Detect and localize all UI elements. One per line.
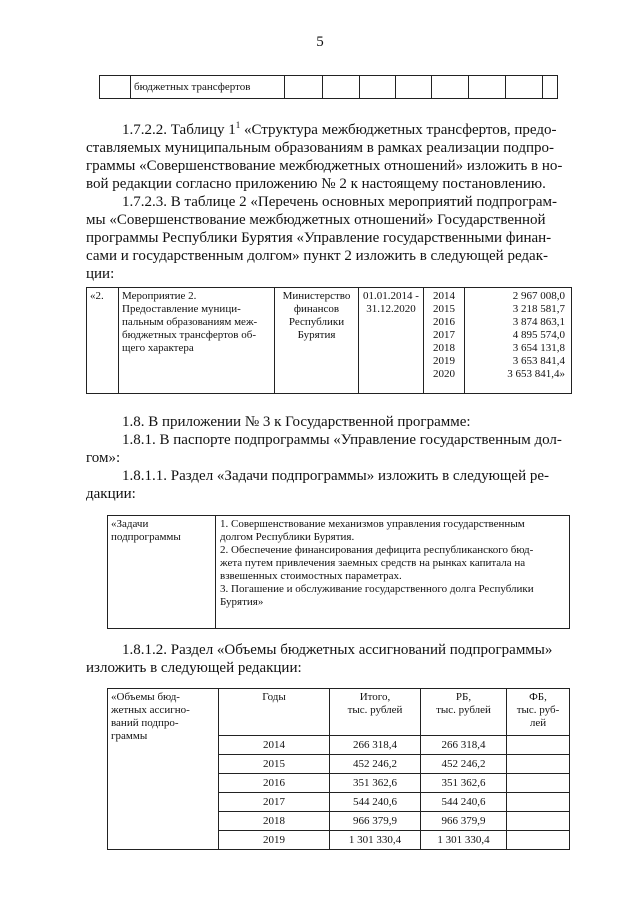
tasks-table	[107, 515, 570, 629]
measure-name: Мероприятие 2. Предоставление муници- пальным образованиям меж- бюджетных трансфертов об- щего характера	[119, 288, 275, 394]
table-row: 2014 266 318,4 266 318,4	[108, 736, 570, 755]
top-table-fragment	[99, 75, 558, 99]
paragraph-1-8-1: 1.8.1. В паспорте подпрограммы «Управление государственным дол- гом»:	[86, 432, 562, 466]
paragraph-1-7-2-3: 1.7.2.3. В таблице 2 «Перечень основных мероприятий подпрограм- мы «Совершенствование межбюджетных отношений» Государственной программы Республики Бурятия «Управление государственными финан- сами и государственным долгом» пункт 2 изложить в следующей редак- ции:	[86, 194, 557, 282]
table-row: 2016 351 362,6 351 362,6	[108, 774, 570, 793]
budget-label: «Объемы бюд- жетных ассигно- ваний подпро- граммы	[108, 689, 219, 850]
table-row: 2015 452 246,2 452 246,2	[108, 755, 570, 774]
tasks-content: 1. Совершенствование механизмов управления государственным долгом Республики Бурятия. 2. Обеспечение финансирования дефицита республиканского бюд- жета путем привлечения заемных средств на рынках капитала на взвешенных стоимостных параметрах. 3. Погашение и обслуживание государственного долга Республики Бурятия»	[216, 516, 570, 629]
measure-years: 2014 2015 2016 2017 2018 2019 2020	[424, 288, 465, 394]
paragraph-1-8: 1.8. В приложении № 3 к Государственной программе:	[122, 414, 471, 430]
measure-number: «2.	[87, 288, 119, 394]
paragraph-1-8-1-2: 1.8.1.2. Раздел «Объемы бюджетных ассигнований подпрограммы» изложить в следующей редакции:	[86, 642, 553, 676]
table-row: 2018 966 379,9 966 379,9	[108, 812, 570, 831]
tasks-label: «Задачи подпрограммы	[108, 516, 216, 629]
budget-table	[107, 688, 570, 850]
paragraph-1-7-2-2: 1.7.2.2. Таблицу $1^1$ «Структура межбюджетных трансфертов, предо- ставляемых муниципальным образованиям в рамках реализации подпро- граммы «Совершенствование межбюджетных отношений» изложить в но- вой редакции согласно приложению № 2 к настоящему постановлению.	[86, 120, 563, 192]
page-number: 5	[316, 34, 324, 50]
measure-amounts: 2 967 008,0 3 218 581,7 3 874 863,1 4 895 574,0 3 654 131,8 3 653 841,4 3 653 841,4»	[465, 288, 572, 394]
paragraph-1-8-1-1: 1.8.1.1. Раздел «Задачи подпрограммы» изложить в следующей ре- дакции:	[86, 468, 550, 502]
measure-period: 01.01.2014 - 31.12.2020	[359, 288, 424, 394]
measure-executor: Министерство финансов Республики Бурятия	[275, 288, 359, 394]
table-row: 2017 544 240,6 544 240,6	[108, 793, 570, 812]
header-fb: ФБ, тыс. руб- лей	[507, 689, 570, 736]
header-years: Годы	[219, 689, 330, 736]
table-cell: бюджетных трансфертов	[131, 76, 285, 99]
measures-table	[86, 287, 572, 394]
header-rb: РБ, тыс. рублей	[421, 689, 507, 736]
header-total: Итого, тыс. рублей	[330, 689, 421, 736]
table-row: 2019 1 301 330,4 1 301 330,4	[108, 831, 570, 850]
